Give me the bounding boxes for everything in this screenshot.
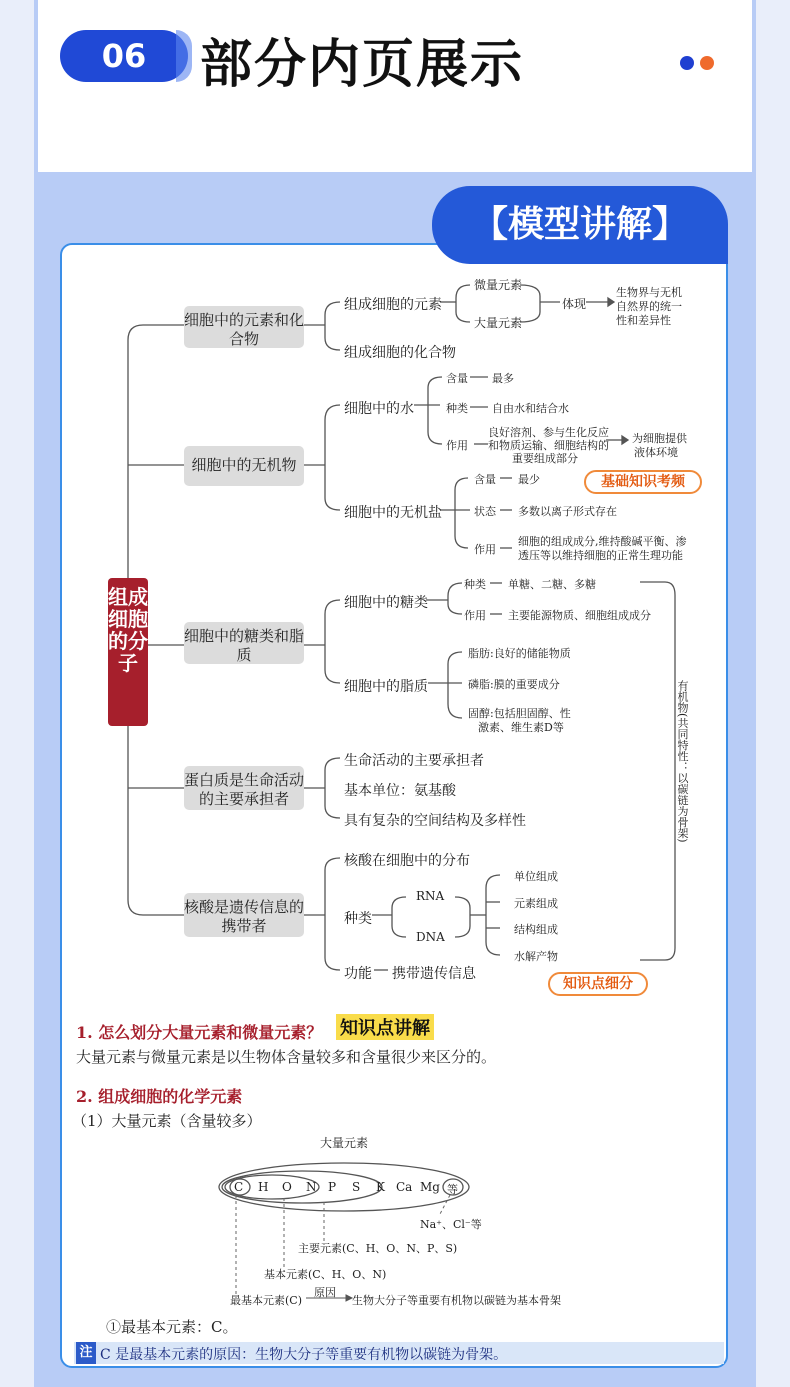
sugar-kind-label: 种类 bbox=[464, 578, 486, 591]
answer-1: 大量元素与微量元素是以生物体含量较多和含量很少来区分的。 bbox=[76, 1048, 497, 1066]
element-ca: Ca bbox=[396, 1180, 413, 1194]
element-c: C bbox=[234, 1180, 244, 1194]
nucleic-structure: 结构组成 bbox=[514, 923, 558, 936]
salt-func-label: 作用 bbox=[474, 543, 496, 556]
unity-line1: 生物界与无机 bbox=[616, 286, 682, 299]
tag-basic-frequency: 基础知识考频 bbox=[584, 470, 702, 494]
salt-state-label: 状态 bbox=[474, 505, 496, 518]
sugar-kind-value: 单糖、二糖、多糖 bbox=[508, 578, 596, 591]
lipid-sterol-line2: 激素、维生素D等 bbox=[478, 721, 564, 734]
element-s: S bbox=[352, 1180, 361, 1194]
reason-label: 原因 bbox=[314, 1286, 336, 1299]
element-mg: Mg bbox=[420, 1180, 440, 1194]
section-number-badge: 06 bbox=[60, 30, 188, 82]
protein-item3: 具有复杂的空间结构及多样性 bbox=[344, 813, 526, 829]
nucleic-distribution: 核酸在细胞中的分布 bbox=[344, 853, 470, 869]
tag-knowledge-detail: 知识点细分 bbox=[548, 972, 648, 996]
question-2: 2. 组成细胞的化学元素 bbox=[76, 1087, 243, 1106]
water-content-label: 含量 bbox=[446, 372, 468, 385]
nucleic-func-value: 携带遗传信息 bbox=[392, 966, 476, 982]
nucleic-kind: 种类 bbox=[344, 911, 372, 927]
water-func-line1: 良好溶剂、参与生化反应 bbox=[488, 426, 609, 439]
protein-item2: 基本单位：氨基酸 bbox=[344, 783, 456, 799]
element-h: H bbox=[258, 1180, 269, 1194]
lipid-title: 细胞中的脂质 bbox=[344, 679, 428, 695]
topic-nucleic-acid: 核酸是遗传信息的携带者 bbox=[184, 893, 304, 937]
point-1: ①最基本元素：C。 bbox=[106, 1318, 238, 1336]
nucleic-hydrolysis: 水解产物 bbox=[514, 950, 558, 963]
nucleic-rna: RNA bbox=[416, 889, 445, 903]
reflect-label: 体现 bbox=[562, 297, 587, 311]
most-basic-element: 最基本元素(C) bbox=[230, 1294, 302, 1307]
topic-sugar-lipid: 细胞中的糖类和脂质 bbox=[184, 622, 304, 664]
water-func-line3: 重要组成部分 bbox=[512, 452, 578, 465]
salt-state-value: 多数以离子形式存在 bbox=[518, 505, 617, 518]
lipid-phospholipid: 磷脂:膜的重要成分 bbox=[468, 678, 560, 691]
element-o: O bbox=[282, 1180, 292, 1194]
water-result-line1: 为细胞提供 bbox=[632, 432, 687, 445]
salt-content-value: 最少 bbox=[518, 473, 540, 486]
protein-item1: 生命活动的主要承担者 bbox=[344, 753, 484, 769]
salt-content-label: 含量 bbox=[474, 473, 496, 486]
element-etc: 等 bbox=[447, 1183, 458, 1196]
sugar-func-label: 作用 bbox=[464, 609, 486, 622]
water-title: 细胞中的水 bbox=[344, 401, 414, 417]
unity-line2: 自然界的统一 bbox=[616, 300, 682, 313]
unity-line3: 性和差异性 bbox=[616, 314, 671, 327]
topic-protein: 蛋白质是生命活动的主要承担者 bbox=[184, 766, 304, 810]
topic-inorganic: 细胞中的无机物 bbox=[184, 446, 304, 486]
topic-elements-compounds: 细胞中的元素和化合物 bbox=[184, 306, 304, 348]
sugar-func-value: 主要能源物质、细胞组成成分 bbox=[508, 609, 651, 622]
basic-elements: 基本元素(C、H、O、N) bbox=[264, 1268, 387, 1281]
nucleic-elements: 元素组成 bbox=[514, 897, 558, 910]
lipid-sterol-line1: 固醇:包括胆固醇、性 bbox=[468, 707, 571, 720]
organic-note: 有机物(共同特性：以碳链为骨架) bbox=[676, 680, 689, 843]
macro-elements: 大量元素 bbox=[474, 316, 523, 330]
micro-elements: 微量元素 bbox=[474, 278, 523, 292]
compounds-of-cell: 组成细胞的化合物 bbox=[344, 345, 456, 361]
main-elements: 主要元素(C、H、O、N、P、S) bbox=[298, 1242, 458, 1255]
nucleic-dna: DNA bbox=[416, 930, 445, 944]
water-content-value: 最多 bbox=[492, 372, 514, 385]
nucleic-func-label: 功能 bbox=[344, 966, 372, 982]
water-func-label: 作用 bbox=[446, 439, 468, 452]
element-k: K bbox=[376, 1180, 385, 1194]
model-banner-label: 【模型讲解】 bbox=[471, 204, 688, 245]
na-cl-label: Na⁺、Cl⁻等 bbox=[420, 1218, 482, 1231]
salt-title: 细胞中的无机盐 bbox=[344, 505, 442, 521]
water-kind-value: 自由水和结合水 bbox=[492, 402, 569, 415]
nucleic-unit: 单位组成 bbox=[514, 870, 558, 883]
sugar-title: 细胞中的糖类 bbox=[344, 595, 428, 611]
salt-func-line2: 透压等以维持细胞的正常生理功能 bbox=[518, 549, 683, 562]
question-1: 1. 怎么划分大量元素和微量元素？ bbox=[76, 1023, 323, 1042]
subheading-macro: （1）大量元素（含量较多） bbox=[72, 1112, 262, 1130]
water-kind-label: 种类 bbox=[446, 402, 468, 415]
note-label: 注 bbox=[76, 1342, 96, 1364]
note-text: C 是最基本元素的原因：生物大分子等重要有机物以碳链为骨架。 bbox=[100, 1347, 508, 1363]
salt-func-line1: 细胞的组成成分,维持酸碱平衡、渗 bbox=[518, 535, 687, 548]
elements-of-cell: 组成细胞的元素 bbox=[344, 297, 442, 313]
tag-knowledge-explain: 知识点讲解 bbox=[336, 1014, 434, 1040]
water-result-line2: 液体环境 bbox=[634, 446, 678, 459]
element-p: P bbox=[328, 1180, 337, 1194]
mindmap-root: 组成细胞的分子 bbox=[108, 578, 148, 726]
reason-text: 生物大分子等重要有机物以碳链为基本骨架 bbox=[352, 1294, 561, 1307]
water-func-line2: 和物质运输、细胞结构的 bbox=[488, 439, 609, 452]
element-n: N bbox=[306, 1180, 317, 1194]
section-title: 部分内页展示 bbox=[200, 35, 525, 95]
diagram-title: 大量元素 bbox=[320, 1136, 369, 1150]
lipid-fat: 脂肪:良好的储能物质 bbox=[468, 647, 571, 660]
